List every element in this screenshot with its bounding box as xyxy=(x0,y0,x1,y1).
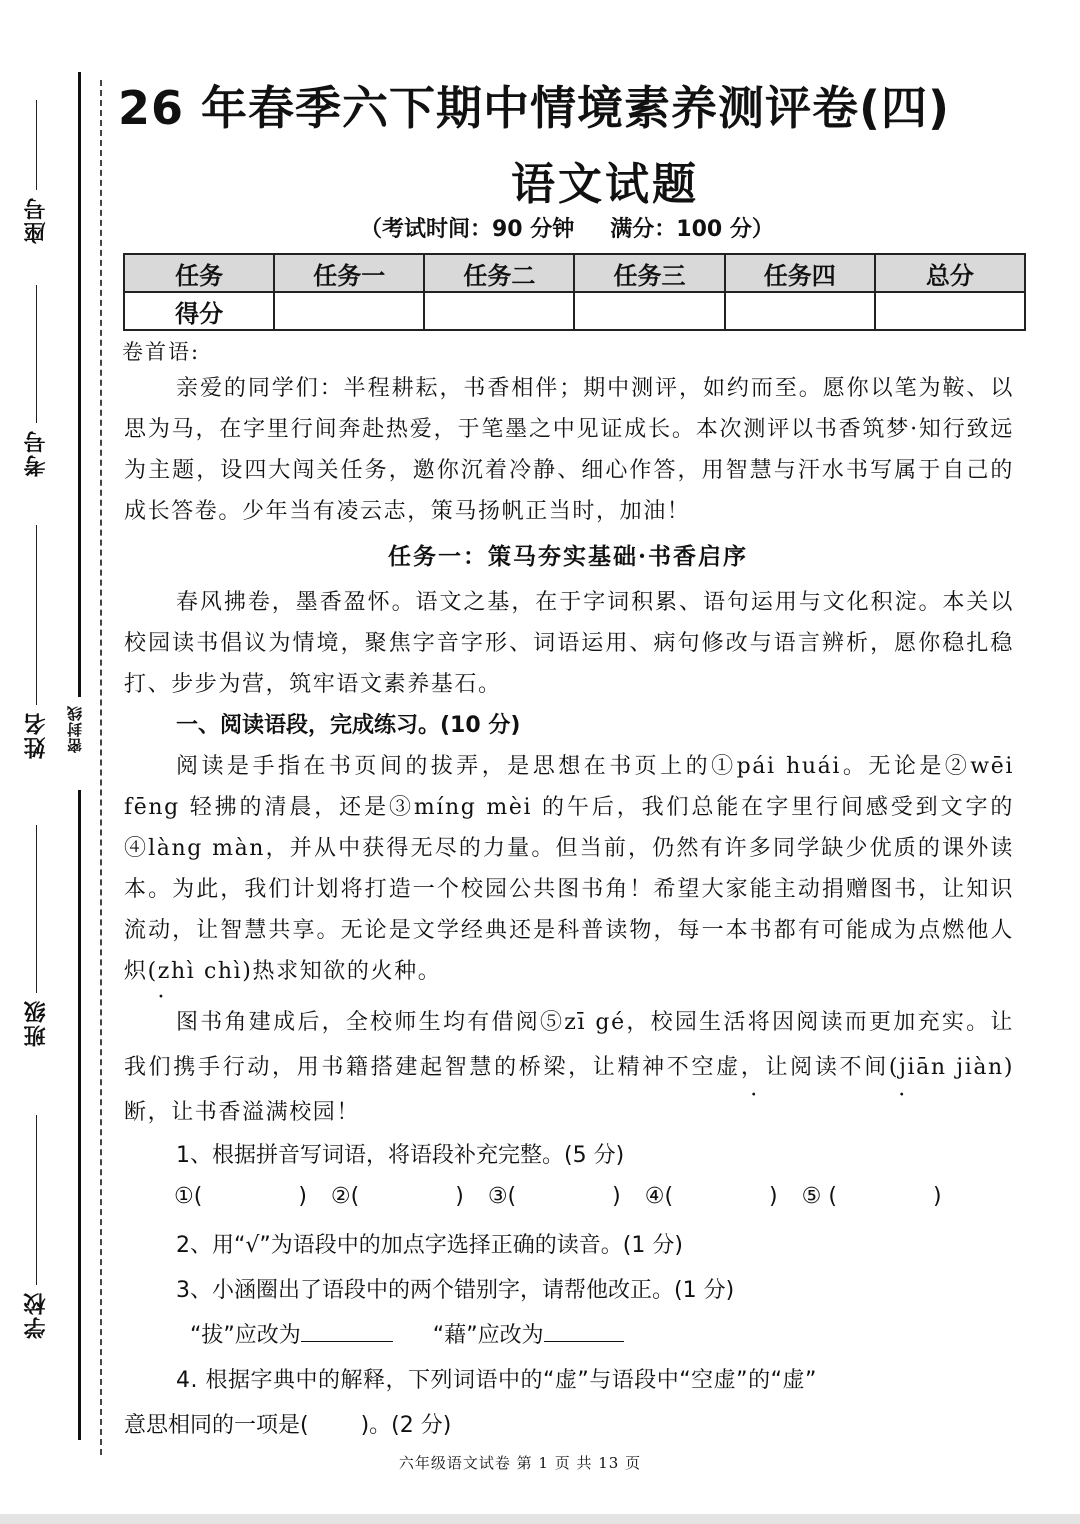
score-header-task4: 任务四 xyxy=(725,254,875,292)
binding-field-exam-number xyxy=(16,285,56,477)
exam-number-line xyxy=(36,285,37,423)
fix-2-input[interactable] xyxy=(544,1319,624,1342)
preface-label: 卷首语: xyxy=(122,340,201,364)
binding-field-class xyxy=(16,825,56,1047)
score-table-score-row xyxy=(124,292,1025,330)
question-4-line1: 4. 根据字典中的解释，下列词语中的“虚”与语段中“空虚”的“虚” xyxy=(176,1368,817,1393)
score-cell-task4[interactable] xyxy=(725,292,875,330)
bottom-bar xyxy=(0,1514,1080,1524)
score-header-task1: 任务一 xyxy=(274,254,424,292)
seat-label: 座号 xyxy=(23,196,49,244)
fix-1-label: “拔”应改为 xyxy=(190,1323,301,1348)
passage1-text-a: 阅读是手指在书页间的拔弄，是思想在书页上的①pái huái。无论是②wēi fēng 轻拂的清晨，还是③míng mèi 的午后，我们总能在字里行间感受到文字的④làng màn，并从中获得无尽的力量。但当前，仍然有许多同学缺少优质的课外读本。为此，我们计划将打造一个校园公共图书角！希望大家能主动捐赠图书，让知识流动，让智慧共享。无论是文学经典还是科普读物，每一本书都有可能成为点燃他人 xyxy=(124,754,1014,943)
seal-dashed-line xyxy=(100,80,102,1455)
score-table xyxy=(123,253,1026,331)
blank-3-close: ) xyxy=(612,1184,621,1209)
question-3: 3、小涵圈出了语段中的两个错别字，请帮他改正。(1 分) xyxy=(176,1278,735,1303)
preface-text: 亲爱的同学们：半程耕耘，书香相伴；期中测评，如约而至。愿你以笔为鞍、以思为马，在字里行间奔赴热爱，于笔墨之中见证成长。本次测评以书香筑梦·知行致远为主题，设四大闯关任务，邀你沉着冷静、细心作答，用智慧与汗水书写属于自己的成长答卷。少年当有凌云志，策马扬帆正当时，加油！ xyxy=(124,376,1014,524)
score-cell-task3[interactable] xyxy=(574,292,724,330)
fix-2-label: “藉”应改为 xyxy=(432,1323,544,1348)
task1-heading: 任务一：策马夯实基础·书香启序 xyxy=(388,543,749,570)
binding-field-school xyxy=(16,1115,56,1339)
name-line xyxy=(36,525,37,705)
page-footer: 六年级语文试卷 第 1 页 共 13 页 xyxy=(398,1454,642,1472)
passage2-text-b: ，让阅读不 xyxy=(740,1055,865,1080)
passage-paragraph-1 xyxy=(124,746,1014,992)
class-line xyxy=(36,825,37,993)
exam-meta xyxy=(360,212,774,243)
question-4-text: 意思相同的一项是( xyxy=(124,1413,309,1438)
score-cell-total[interactable] xyxy=(875,292,1025,330)
question-4-score: )。(2 分) xyxy=(360,1413,452,1438)
seal-label: 密封线 xyxy=(66,705,84,753)
exam-number-label: 考号 xyxy=(23,429,49,477)
dotted-char-jian: 间 xyxy=(864,1055,889,1080)
score-row-label: 得分 xyxy=(124,292,274,330)
dotted-char-xu: 虚 xyxy=(716,1055,741,1080)
question-1-blanks xyxy=(174,1184,942,1209)
question-2: 2、用“√”为语段中的加点字选择正确的读音。(1 分) xyxy=(176,1233,683,1258)
score-header-task3: 任务三 xyxy=(574,254,724,292)
class-label: 班级 xyxy=(23,999,49,1047)
score-header-total: 总分 xyxy=(875,254,1025,292)
blank-1-close: ) xyxy=(298,1184,307,1209)
exam-time: （考试时间：90 分钟 xyxy=(360,217,575,242)
full-score: 满分：100 分） xyxy=(610,217,774,242)
blank-4-open: ④( xyxy=(644,1184,674,1209)
blank-5-close: ) xyxy=(932,1184,942,1209)
blank-2-open: ②( xyxy=(330,1184,360,1209)
school-line xyxy=(36,1115,37,1285)
blank-2-close: ) xyxy=(455,1184,464,1209)
section1-title: 一、阅读语段，完成练习。(10 分) xyxy=(176,713,521,738)
binding-field-name xyxy=(16,525,56,759)
fix-1-input[interactable] xyxy=(301,1319,393,1342)
blank-3-open: ③( xyxy=(487,1184,517,1209)
subject-title: 语文试题 xyxy=(511,159,699,210)
question-4-line2 xyxy=(124,1408,451,1439)
blank-1-open: ①( xyxy=(174,1184,203,1209)
passage2-text-a: 图书角建成后，全校师生均有借阅⑤zī gé，校园生活将因阅读而更加充实。让我们携手行动，用书籍搭建起智慧的桥梁，让精神不空 xyxy=(124,1010,1014,1080)
passage2-text-c: (jiān jiàn)断，让书香溢满校园！ xyxy=(124,1055,1015,1125)
blank-5-open: ⑤ ( xyxy=(801,1184,837,1209)
passage1-text-b: (zhì chì)热求知欲的火种。 xyxy=(147,959,442,984)
exam-title: 26 年春季六下期中情境素养测评卷(四) xyxy=(118,81,951,135)
name-label: 姓名 xyxy=(23,711,49,759)
score-header-task: 任务 xyxy=(124,254,274,292)
question-1: 1、根据拼音写词语，将语段补充完整。(5 分) xyxy=(176,1143,625,1168)
score-header-task2: 任务二 xyxy=(424,254,574,292)
passage-paragraph-2 xyxy=(124,1000,1014,1135)
blank-4-close: ) xyxy=(769,1184,778,1209)
question-3-fixes xyxy=(190,1318,624,1349)
score-table-header-row xyxy=(124,254,1025,292)
binding-line-lower xyxy=(78,790,81,1440)
score-cell-task2[interactable] xyxy=(424,292,574,330)
school-label: 学校 xyxy=(23,1291,49,1339)
score-cell-task1[interactable] xyxy=(274,292,424,330)
task1-intro: 春风拂卷，墨香盈怀。语文之基，在于字词积累、语句运用与文化积淀。本关以校园读书倡议为情境，聚焦字音字形、词语运用、病句修改与语言辨析，愿你稳扎稳打、步步为营，筑牢语文素养基石。 xyxy=(124,590,1014,697)
dotted-char-chi: 炽 xyxy=(124,959,148,984)
